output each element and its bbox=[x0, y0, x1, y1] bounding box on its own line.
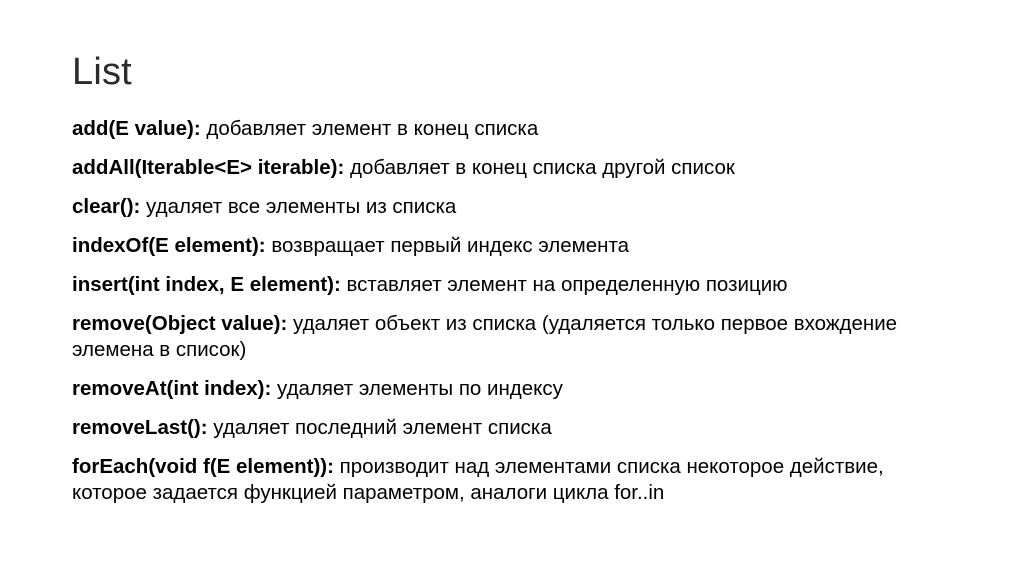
method-signature: insert(int index, E element): bbox=[72, 272, 341, 296]
method-description: удаляет объект из списка (удаляется только первое вхождение элемена в список) bbox=[72, 311, 898, 361]
method-signature: forEach(void f(E element)): bbox=[72, 455, 334, 479]
method-description: добавляет элемент в конец списка bbox=[200, 116, 539, 140]
list-item bbox=[72, 376, 932, 402]
list-item bbox=[72, 155, 932, 181]
method-description: производит над элементами списка некоторое действие, которое задается функцией параметром, аналоги цикла for..in bbox=[72, 455, 884, 505]
list-item bbox=[72, 194, 932, 220]
page-title: List bbox=[72, 51, 132, 93]
method-signature: add(E value): bbox=[72, 116, 201, 140]
method-signature: removeLast(): bbox=[72, 416, 208, 440]
method-signature: indexOf(E element): bbox=[72, 233, 266, 257]
method-description: возвращает первый индекс элемента bbox=[265, 233, 630, 257]
list-item bbox=[72, 415, 932, 441]
method-list bbox=[72, 116, 952, 506]
list-item bbox=[72, 116, 932, 142]
method-description: вставляет элемент на определенную позицию bbox=[340, 272, 788, 296]
method-signature: removeAt(int index): bbox=[72, 377, 272, 401]
list-item bbox=[72, 311, 932, 363]
list-item bbox=[72, 233, 932, 259]
method-description: удаляет последний элемент списка bbox=[207, 416, 552, 440]
method-signature: addAll(Iterable<E> iterable): bbox=[72, 155, 345, 179]
method-description: удаляет все элементы из списка bbox=[140, 194, 457, 218]
method-signature: clear(): bbox=[72, 194, 141, 218]
method-description: добавляет в конец списка другой список bbox=[344, 155, 735, 179]
list-item bbox=[72, 272, 932, 298]
method-description: удаляет элементы по индексу bbox=[271, 377, 563, 401]
list-item bbox=[72, 454, 932, 506]
method-signature: remove(Object value): bbox=[72, 311, 288, 335]
